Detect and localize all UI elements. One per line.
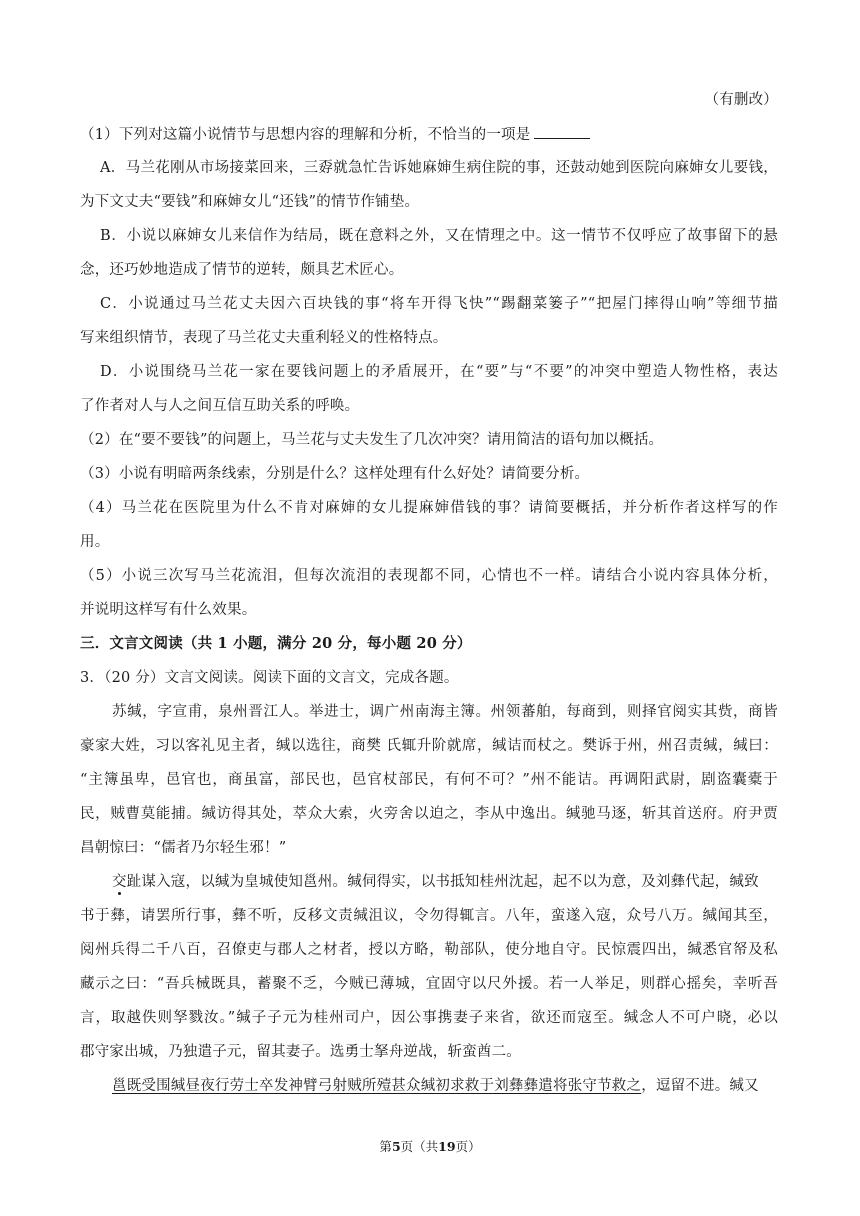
- option-d-line-1: D．小说围绕马兰花一家在要钱问题上的矛盾展开，在“要”与“不要”的冲突中塑造人物性格，表达: [100, 364, 778, 380]
- emphasis-dotted-char: 交: [112, 874, 127, 890]
- passage-p1-line-4: 民，贼曹莫能捕。缄访得其处，萃众大索，火旁舍以迫之，李从中逸出。缄驰马逐，斩其首送府。府尹贾: [80, 806, 778, 822]
- question-4-line-2: 用。: [80, 534, 110, 550]
- question-3: （3）小说有明暗两条线索，分别是什么？这样处理有什么好处？请简要分析。: [80, 466, 590, 482]
- question-2: （2）在“要不要钱”的问题上，马兰花与丈夫发生了几次冲突？请用简洁的语句加以概括。: [80, 432, 664, 448]
- page-footer: [0, 1138, 860, 1156]
- footer-suffix: 页）: [455, 1139, 481, 1154]
- option-c-line-1: C．小说通过马兰花丈夫因六百块钱的事“将车开得飞快”“踢翻菜篓子”“把屋门摔得山响”等细节描: [100, 296, 778, 312]
- revision-note: （有删改）: [704, 92, 778, 108]
- question-5-line-2: 并说明这样写有什么效果。: [80, 602, 257, 618]
- option-a-line-2: 为下文丈夫“要钱”和麻婶女儿“还钱”的情节作铺垫。: [80, 194, 420, 210]
- passage-p2-line-2: 书于彝，请罢所行事，彝不听，反移文责缄沮议，令勿得辄言。八年，蛮遂入寇，众号八万。缄闻其至，: [80, 908, 778, 924]
- passage-p2-line-5: 言，取越佚则孥戮汝。”缄子子元为桂州司户，因公事携妻子来省，欲还而寇至。缄念人不可户晓，必以: [80, 1010, 778, 1026]
- passage-p2-line-1-rest: 趾谋入寇，以缄为皇城使知邕州。缄伺得实，以书抵知桂州沈起，起不以为意，及刘彝代起，缄致: [126, 874, 759, 890]
- passage-p2-line-1: [112, 872, 778, 892]
- footer-page-number: 5: [391, 1139, 401, 1154]
- question-4-line-1: （4）马兰花在医院里为什么不肯对麻婶的女儿提麻婶借钱的事？请简要概括，并分析作者这样写的作: [80, 500, 778, 516]
- footer-prefix: 第: [379, 1139, 392, 1154]
- option-b-line-2: 念，还巧妙地造成了情节的逆转，颇具艺术匠心。: [80, 262, 404, 278]
- passage-p1-line-2: 豪家大姓，习以客礼见主者，缄以选往，商樊 氏辄升阶就席，缄诘而杖之。樊诉于州，州召责缄，缄曰：: [80, 738, 778, 754]
- section-3-heading: 三．文言文阅读（共 1 小题，满分 20 分，每小题 20 分）: [80, 635, 472, 652]
- passage-p3-line-1-rest: ，逗留不进。缄又: [641, 1078, 759, 1094]
- question-1-stem: [80, 124, 590, 145]
- passage-p3-line-1: [112, 1076, 778, 1096]
- option-b-line-1: B．小说以麻婶女儿来信作为结局，既在意料之外，又在情理之中。这一情节不仅呼应了故事留下的悬: [100, 228, 778, 244]
- answer-blank: [534, 124, 590, 139]
- passage-p1-line-1: 苏缄，字宣甫，泉州晋江人。举进士，调广州南海主簿。州领蕃舶，每商到，则择官阅实其赀，商皆: [112, 704, 778, 720]
- item-3-intro: 3．（20 分）文言文阅读。阅读下面的文言文，完成各题。: [80, 670, 459, 686]
- passage-p2-line-4: 藏示之曰：“吾兵械既具，蓄聚不乏，今贼已薄城，宜固守以尺外援。若一人举足，则群心摇矣，幸听吾: [80, 976, 778, 992]
- option-c-line-2: 写来组织情节，表现了马兰花丈夫重利轻义的性格特点。: [80, 330, 448, 346]
- option-d-line-2: 了作者对人与人之间互信互助关系的呼唤。: [80, 398, 360, 414]
- passage-p2-line-3: 阅州兵得二千八百，召僚吏与郡人之材者，授以方略，勒部队，使分地自守。民惊震四出，缄悉官帑及私: [80, 942, 778, 958]
- passage-p2-line-6: 郡守家出城，乃独遣子元，留其妻子。选勇士拏舟逆战，斩蛮酋二。: [80, 1044, 521, 1060]
- footer-mid: 页（共: [400, 1139, 439, 1154]
- question-1-stem-text: （1）下列对这篇小说情节与思想内容的理解和分析，不恰当的一项是: [80, 127, 531, 143]
- passage-p1-line-5: 昌朝惊曰：“儒者乃尔轻生邪！”: [80, 840, 287, 856]
- underlined-sentence: 邕既受围缄昼夜行劳士卒发神臂弓射贼所殪甚众缄初求救于刘彝彝遣将张守节救之: [112, 1078, 642, 1094]
- passage-p1-line-3: “主簿虽卑，邑官也，商虽富，部民也，邑官杖部民，有何不可？”州不能诘。再调阳武尉，剧盗囊橐于: [80, 772, 778, 788]
- footer-total-pages: 19: [438, 1139, 456, 1154]
- option-a-line-1: A．马兰花刚从市场接菜回来，三孬就急忙告诉她麻婶生病住院的事，还鼓动她到医院向麻婶女儿要钱，: [100, 160, 778, 176]
- question-5-line-1: （5）小说三次写马兰花流泪，但每次流泪的表现都不同，心情也不一样。请结合小说内容具体分析，: [80, 568, 778, 584]
